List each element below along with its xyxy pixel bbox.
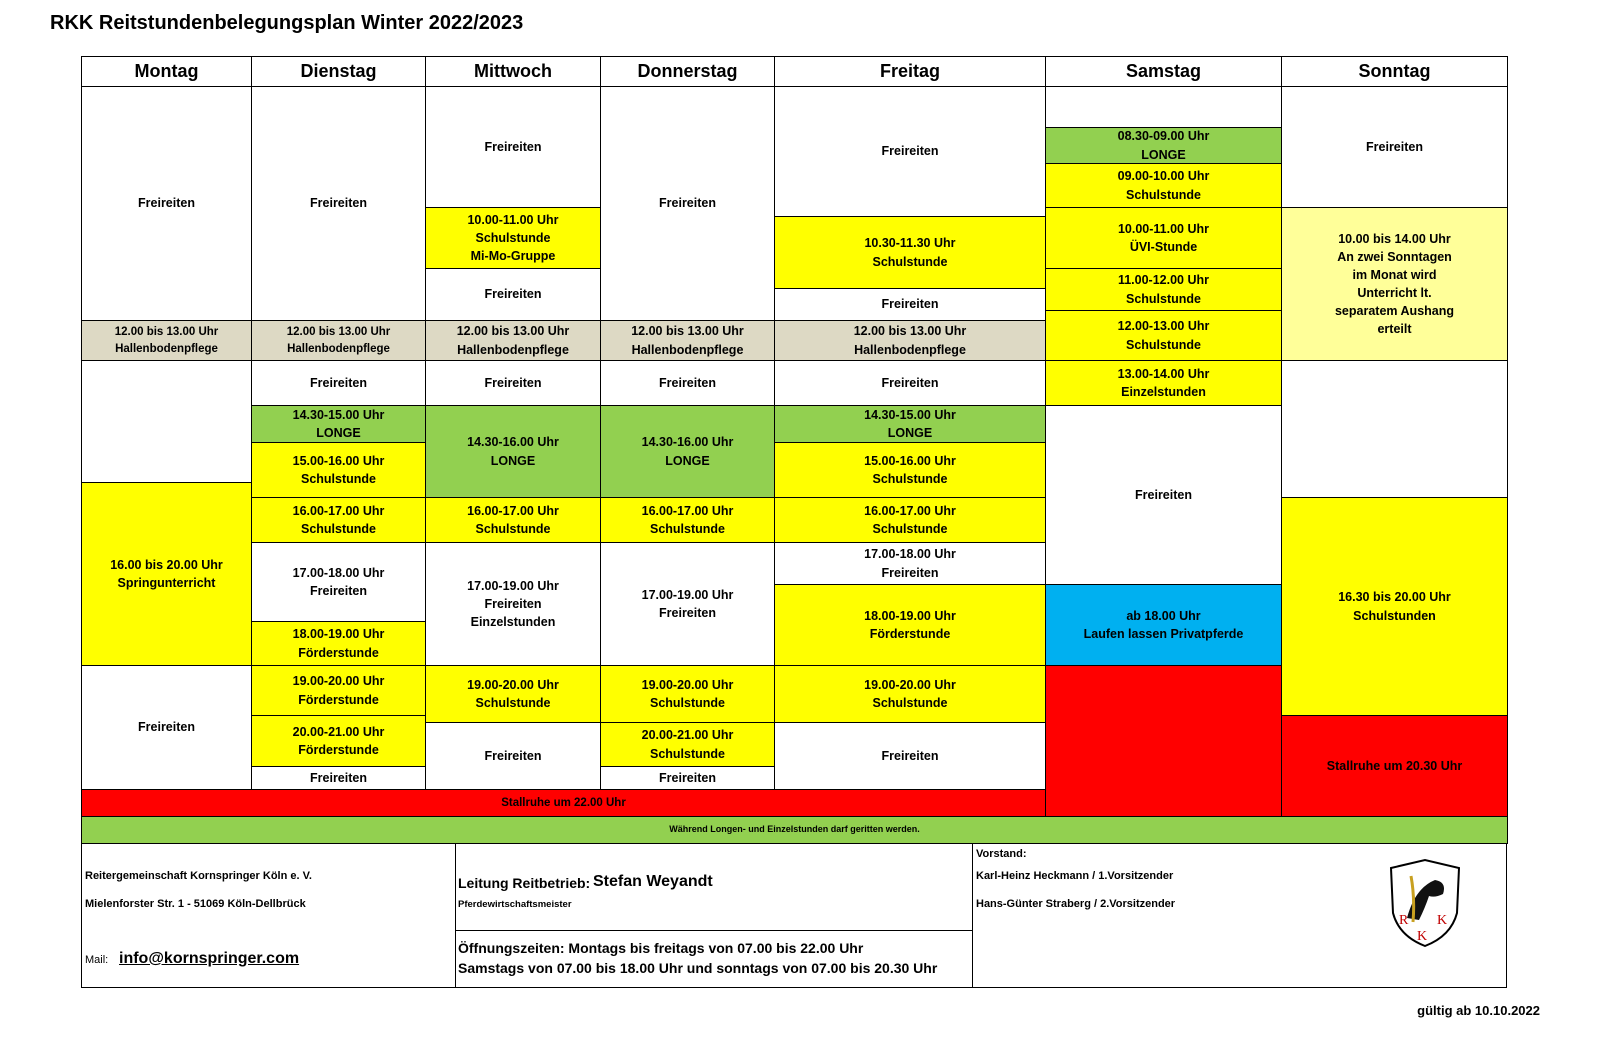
slot-fr-4 (774, 320, 1046, 361)
slot-fr-5 (774, 360, 1046, 406)
slot-fr-2 (774, 216, 1046, 289)
day-header-samstag: Samstag (1045, 56, 1282, 87)
slot-line: separatem Aushang (1334, 304, 1455, 319)
club-logo-icon (1385, 858, 1465, 948)
day-header-montag: Montag (81, 56, 252, 87)
slot-mi-4 (425, 320, 601, 361)
slot-line: Während Longen- und Einzelstunden darf geritten werden. (669, 824, 920, 835)
vorstand-label: Vorstand: (976, 848, 1027, 860)
slot-line: Schulstunde (649, 522, 725, 536)
slot-line: Schulstunde (872, 522, 948, 536)
slot-di-2 (251, 320, 426, 361)
slot-line: 17.00-19.00 Uhr (467, 578, 559, 593)
slot-line: 15.00-16.00 Uhr (864, 453, 956, 468)
slot-fr-9 (774, 542, 1046, 585)
slot-sa-10 (1045, 665, 1282, 817)
vorstand-2: Hans-Günter Straberg / 2.Vorsitzender (976, 898, 1176, 910)
slot-di-1 (251, 86, 426, 321)
logo-letter-3: K (1437, 913, 1448, 928)
slot-line: 16.30 bis 20.00 Uhr (1338, 590, 1451, 605)
slot-fr-6 (774, 405, 1046, 443)
slot-mo-2 (81, 320, 252, 361)
slot-fr-12 (774, 722, 1046, 790)
day-header-donnerstag: Donnerstag (600, 56, 775, 87)
slot-mi-1 (425, 86, 601, 208)
slot-line: Mi-Mo-Gruppe (470, 249, 556, 264)
slot-line: LONGE (665, 453, 710, 468)
hours-line-1: Öffnungszeiten: Montags bis freitags von 07.00 bis 22.00 Uhr (458, 940, 864, 956)
slot-line: Freireiten (138, 196, 195, 211)
slot-line: LONGE (1141, 147, 1186, 162)
club-address: Mielenforster Str. 1 - 51069 Köln-Dellbrück (85, 898, 306, 910)
slot-line: 13.00-14.00 Uhr (1117, 366, 1210, 381)
slot-line: 16.00-17.00 Uhr (292, 503, 385, 518)
slot-line: ab 18.00 Uhr (1126, 608, 1201, 623)
slot-line: 12.00 bis 13.00 Uhr (114, 325, 219, 338)
slot-line: 17.00-18.00 Uhr (864, 547, 956, 562)
hours-line-2: Samstags von 07.00 bis 18.00 Uhr und sonntags von 07.00 bis 20.30 Uhr (458, 960, 938, 976)
slot-line: im Monat wird (1352, 267, 1437, 282)
slot-sa-6 (1045, 310, 1282, 361)
slot-line: Schulstunde (872, 254, 948, 269)
slot-line: 16.00-17.00 Uhr (864, 503, 956, 518)
slot-line: 12.00 bis 13.00 Uhr (456, 324, 570, 339)
slot-di-10 (251, 715, 426, 767)
slot-line: Freireiten (484, 748, 542, 763)
leitung-label: Leitung Reitbetrieb: (458, 875, 591, 891)
day-header-dienstag: Dienstag (251, 56, 426, 87)
day-header-mittwoch: Mittwoch (425, 56, 601, 87)
slot-di-7 (251, 542, 426, 622)
slot-line: 14.30-16.00 Uhr (467, 435, 559, 450)
slot-line: Schulstunde (649, 746, 725, 761)
club-name: Reitergemeinschaft Kornspringer Köln e. V. (85, 870, 312, 882)
slot-line: Unterricht lt. (1357, 286, 1432, 300)
slot-line: 14.30-15.00 Uhr (864, 407, 956, 422)
slot-fr-1 (774, 86, 1046, 217)
slot-di-11 (251, 766, 426, 790)
slot-line: 20.00-21.00 Uhr (641, 728, 734, 743)
valid-from: gültig ab 10.10.2022 (1417, 1003, 1540, 1018)
slot-mi-5 (425, 360, 601, 406)
slot-do-4 (600, 405, 775, 498)
slot-note (81, 816, 1508, 844)
slot-di-8 (251, 621, 426, 666)
slot-fr-7 (774, 442, 1046, 498)
slot-so-5 (1281, 715, 1508, 817)
slot-line: 16.00-17.00 Uhr (641, 503, 734, 518)
slot-line: Schulstunde (475, 230, 551, 245)
logo-letter-1: R (1399, 913, 1409, 928)
slot-line: 19.00-20.00 Uhr (641, 677, 734, 692)
slot-sa-9 (1045, 584, 1282, 666)
slot-line: 14.30-16.00 Uhr (641, 435, 734, 450)
slot-line: 08.30-09.00 Uhr (1117, 129, 1210, 144)
slot-line: Springunterricht (117, 576, 216, 590)
slot-so-3 (1281, 360, 1508, 498)
slot-line: Schulstunde (300, 472, 376, 486)
slot-line: Einzelstunden (1121, 385, 1206, 399)
slot-fr-11 (774, 665, 1046, 723)
slot-line: Freireiten (310, 196, 367, 211)
slot-line: 15.00-16.00 Uhr (292, 453, 385, 468)
slot-do-7 (600, 665, 775, 723)
slot-line: 12.00 bis 13.00 Uhr (286, 325, 391, 338)
slot-line: erteilt (1377, 322, 1412, 337)
slot-di-9 (251, 665, 426, 716)
slot-line: ÜVI-Stunde (1129, 240, 1198, 254)
slot-so-2 (1281, 207, 1508, 361)
day-header-sonntag: Sonntag (1281, 56, 1508, 87)
slot-line: Schulstunden (1353, 608, 1436, 623)
slot-do-1 (600, 86, 775, 321)
slot-line: Schulstunde (1125, 337, 1201, 352)
slot-mi-9 (425, 665, 601, 723)
slot-so-1 (1281, 86, 1508, 208)
slot-line: 16.00 bis 20.00 Uhr (110, 557, 223, 572)
leitung-name: Stefan Weyandt (593, 873, 713, 890)
slot-line: Schulstunde (1125, 291, 1201, 306)
slot-line: Freireiten (881, 297, 939, 312)
slot-fr-10 (774, 584, 1046, 666)
slot-line: Schulstunde (872, 696, 948, 710)
slot-line: Freireiten (484, 287, 542, 302)
slot-line: Laufen lassen Privatpferde (1083, 627, 1244, 641)
slot-line: 10.00 bis 14.00 Uhr (1338, 231, 1451, 246)
slot-line: 19.00-20.00 Uhr (864, 677, 956, 692)
slot-do-3 (600, 360, 775, 406)
slot-line: Freireiten (881, 748, 939, 763)
slot-mi-6 (425, 405, 601, 498)
slot-line: Freireiten (881, 565, 939, 580)
slot-line: 16.00-17.00 Uhr (467, 503, 559, 518)
slot-line: 10.00-11.00 Uhr (1117, 221, 1210, 236)
day-header-freitag: Freitag (774, 56, 1046, 87)
footer-hours-box (455, 930, 973, 988)
slot-line: An zwei Sonntagen (1337, 249, 1452, 264)
slot-di-5 (251, 442, 426, 498)
slot-fr-3 (774, 288, 1046, 321)
slot-line: 09.00-10.00 Uhr (1117, 169, 1210, 184)
slot-do-5 (600, 497, 775, 543)
mail-link[interactable]: info@kornspringer.com (119, 950, 300, 967)
slot-line: Freireiten (659, 770, 716, 785)
slot-line: Schulstunde (1125, 187, 1201, 202)
slot-line: Freireiten (659, 196, 716, 211)
slot-mi-10 (425, 722, 601, 790)
slot-mo-5 (81, 665, 252, 790)
slot-sa-1 (1045, 86, 1282, 128)
slot-line: Schulstunde (475, 522, 551, 536)
slot-line: Stallruhe um 20.30 Uhr (1326, 758, 1463, 773)
slot-line: Förderstunde (298, 645, 379, 660)
slot-di-4 (251, 405, 426, 443)
slot-line: Hallenbodenpflege (854, 342, 966, 357)
slot-line: Hallenbodenpflege (631, 342, 744, 357)
slot-line: 19.00-20.00 Uhr (292, 674, 385, 689)
slot-line: 20.00-21.00 Uhr (292, 724, 385, 739)
slot-line: Schulstunde (872, 472, 948, 486)
slot-sa-8 (1045, 405, 1282, 585)
slot-line: 18.00-19.00 Uhr (864, 608, 956, 623)
slot-line: Schulstunde (475, 696, 551, 710)
slot-line: Freireiten (659, 375, 716, 390)
slot-sa-2 (1045, 127, 1282, 164)
slot-line: Hallenbodenpflege (457, 342, 569, 357)
slot-mo-4 (81, 482, 252, 666)
slot-line: LONGE (490, 453, 536, 468)
slot-line: 17.00-18.00 Uhr (292, 565, 385, 580)
slot-mi-3 (425, 268, 601, 321)
leitung-title: Pferdewirtschaftsmeister (458, 899, 572, 910)
slot-line: Schulstunde (300, 522, 376, 536)
slot-line: Freireiten (1135, 487, 1192, 502)
slot-line: Förderstunde (298, 743, 379, 757)
slot-line: Freireiten (659, 606, 716, 620)
slot-line: LONGE (316, 426, 361, 440)
slot-line: 12.00-13.00 Uhr (1117, 319, 1210, 334)
slot-line: Freireiten (310, 584, 367, 598)
slot-mi-8 (425, 542, 601, 666)
slot-line: 10.00-11.00 Uhr (467, 212, 559, 227)
slot-line: Freireiten (310, 375, 367, 390)
slot-line: Hallenbodenpflege (115, 342, 218, 355)
slot-sa-3 (1045, 163, 1282, 208)
page-title: RKK Reitstundenbelegungsplan Winter 2022/2023 (50, 12, 524, 34)
slot-line: 18.00-19.00 Uhr (292, 627, 385, 642)
logo-letter-2: K (1417, 929, 1428, 944)
slot-line: 10.30-11.30 Uhr (864, 236, 956, 251)
slot-line: 14.30-15.00 Uhr (292, 407, 385, 422)
slot-line: Freireiten (138, 720, 195, 735)
slot-line: Freireiten (310, 770, 367, 785)
slot-line: 12.00 bis 13.00 Uhr (631, 324, 744, 339)
slot-line: Stallruhe um 22.00 Uhr (501, 796, 626, 809)
slot-di-6 (251, 497, 426, 543)
slot-line: Förderstunde (298, 692, 379, 707)
slot-line: 19.00-20.00 Uhr (467, 677, 559, 692)
slot-do-9 (600, 766, 775, 790)
slot-line: Förderstunde (869, 627, 951, 641)
slot-line: Freireiten (484, 375, 542, 390)
slot-so-4 (1281, 497, 1508, 716)
slot-line: Schulstunde (649, 696, 725, 710)
slot-sa-5 (1045, 268, 1282, 311)
slot-stall-week (81, 789, 1046, 817)
slot-line: 12.00 bis 13.00 Uhr (853, 324, 967, 339)
slot-do-6 (600, 542, 775, 666)
mail-label: Mail: (85, 954, 109, 966)
slot-line: LONGE (887, 426, 933, 440)
slot-sa-4 (1045, 207, 1282, 269)
slot-line: Freireiten (881, 144, 939, 159)
slot-line: Hallenbodenpflege (287, 342, 390, 355)
slot-line: 11.00-12.00 Uhr (1117, 273, 1210, 288)
slot-mi-7 (425, 497, 601, 543)
slot-line: Einzelstunden (470, 615, 556, 630)
slot-line: Freireiten (1366, 139, 1423, 154)
vorstand-1: Karl-Heinz Heckmann / 1.Vorsitzender (976, 870, 1174, 882)
slot-do-2 (600, 320, 775, 361)
slot-line: Freireiten (484, 139, 542, 154)
slot-line: Freireiten (484, 596, 542, 611)
slot-do-8 (600, 722, 775, 767)
slot-mo-1 (81, 86, 252, 321)
slot-mo-3 (81, 360, 252, 483)
slot-mi-2 (425, 207, 601, 269)
slot-sa-7 (1045, 360, 1282, 406)
slot-line: Freireiten (881, 375, 939, 390)
slot-line: 17.00-19.00 Uhr (641, 587, 734, 602)
slot-di-3 (251, 360, 426, 406)
slot-fr-8 (774, 497, 1046, 543)
